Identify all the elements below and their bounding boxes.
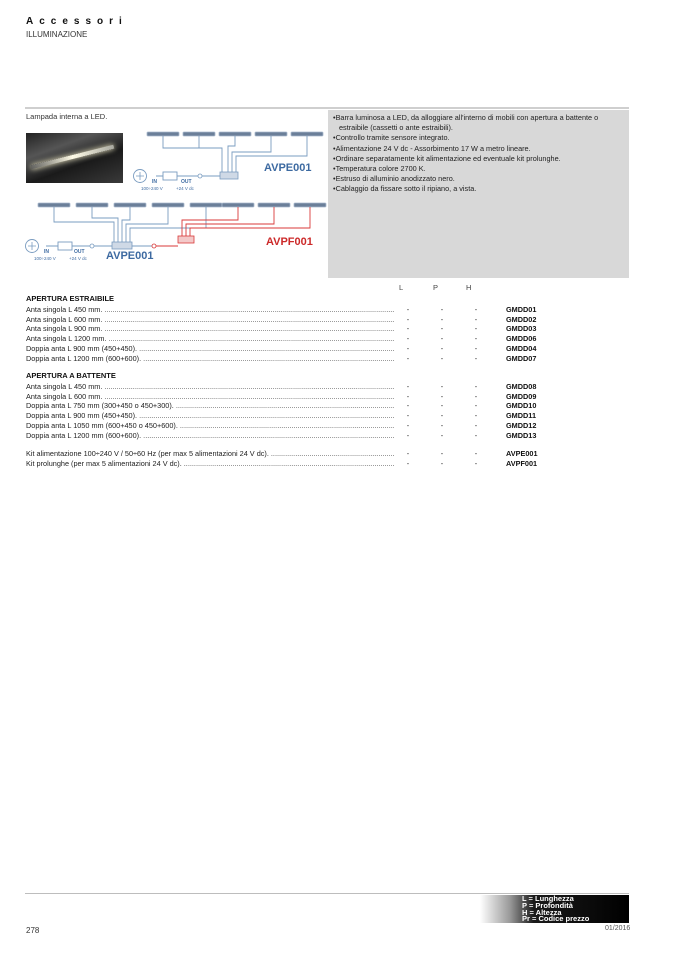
- row-h-value: -: [474, 411, 478, 421]
- splitter-bottom: [112, 242, 132, 249]
- table-row: [26, 305, 546, 315]
- row-code: GMDD03: [506, 324, 537, 334]
- row-h-value: -: [474, 334, 478, 344]
- row-p-value: -: [440, 411, 444, 421]
- table-row: [26, 324, 546, 334]
- spec-list: [328, 110, 629, 195]
- row-h-value: -: [474, 401, 478, 411]
- ext-code-label: AVPF001: [266, 236, 313, 248]
- row-h-value: -: [474, 449, 478, 458]
- row-code: AVPF001: [506, 458, 538, 468]
- section-title: Accessori: [26, 16, 128, 27]
- row-p-value: -: [440, 353, 444, 363]
- spec-item: • Controllo tramite sensore integrato.: [333, 133, 625, 143]
- row-p-value: -: [440, 343, 444, 353]
- spec-item: • Ordinare separatamente kit alimentazione ed eventuale kit prolunghe.: [333, 154, 625, 164]
- table-row: [26, 449, 546, 459]
- led-bars-bottom: [38, 203, 326, 207]
- row-l-value: -: [406, 305, 410, 314]
- row-l-value: -: [406, 314, 410, 324]
- row-p-value: -: [440, 391, 444, 401]
- row-l-value: -: [406, 391, 410, 401]
- row-l-value: -: [406, 430, 410, 440]
- wiring-diagram: [24, 128, 328, 270]
- row-l-value: -: [406, 401, 410, 411]
- row-description: Doppia anta L 900 mm (450+450). .....: [26, 411, 394, 421]
- row-code: AVPE001: [506, 449, 538, 458]
- row-l-value: -: [406, 343, 410, 353]
- row-code: GMDD12: [506, 420, 537, 430]
- kit-code-label-bottom: AVPE001: [106, 250, 154, 262]
- splitter-top: [220, 172, 238, 179]
- row-l-value: -: [406, 411, 410, 421]
- table-row: [26, 354, 546, 364]
- product-description: Lampada interna a LED.: [26, 112, 108, 121]
- table-row: [26, 344, 546, 354]
- row-p-value: -: [440, 305, 444, 314]
- out-voltage-label-bottom: +24 V dc: [69, 256, 87, 261]
- legend-item: L = Lunghezza: [522, 894, 574, 903]
- spec-item: • Barra luminosa a LED, da alloggiare all'interno di mobili con apertura a battente o estraibile (cassetti o ante estraibili).: [333, 113, 625, 133]
- row-h-value: -: [474, 353, 478, 363]
- row-h-value: -: [474, 458, 478, 468]
- row-description: Anta singola L 1200 mm. .....: [26, 334, 394, 344]
- in-voltage-label: 100÷240 V: [141, 186, 163, 191]
- row-description: Doppia anta L 750 mm (300+450 o 450+300). .....: [26, 401, 394, 411]
- row-l-value: -: [406, 334, 410, 344]
- spec-item: • Cablaggio da fissare sotto il ripiano, a vista.: [333, 184, 625, 194]
- kit-code-label-top: AVPE001: [264, 162, 312, 174]
- row-description: Kit alimentazione 100÷240 V / 50÷60 Hz (per max 5 alimentazioni 24 V dc). .....: [26, 449, 394, 459]
- row-code: GMDD13: [506, 430, 537, 440]
- led-bars-top: [147, 132, 323, 136]
- row-code: GMDD10: [506, 401, 537, 411]
- table-row: [26, 382, 546, 392]
- table-row: [26, 334, 546, 344]
- row-description: Anta singola L 600 mm. .....: [26, 315, 394, 325]
- row-description: Anta singola L 450 mm. .....: [26, 305, 394, 315]
- row-l-value: -: [406, 420, 410, 430]
- row-h-value: -: [474, 382, 478, 391]
- row-description: Anta singola L 900 mm. .....: [26, 324, 394, 334]
- row-h-value: -: [474, 430, 478, 440]
- col-header-h: H: [466, 283, 472, 292]
- row-l-value: -: [406, 324, 410, 334]
- row-code: GMDD08: [506, 382, 537, 391]
- row-h-value: -: [474, 343, 478, 353]
- row-description: Anta singola L 600 mm. .....: [26, 392, 394, 402]
- table-row: [26, 401, 546, 411]
- col-header-p: P: [433, 283, 439, 292]
- legend-box: [480, 895, 629, 923]
- row-h-value: -: [474, 391, 478, 401]
- col-header-l: L: [399, 283, 404, 292]
- row-p-value: -: [440, 334, 444, 344]
- row-code: GMDD11: [506, 411, 537, 421]
- row-h-value: -: [474, 314, 478, 324]
- row-code: GMDD04: [506, 343, 537, 353]
- page-number: 278: [26, 926, 40, 935]
- out-voltage-label: +24 V dc: [176, 186, 194, 191]
- row-h-value: -: [474, 324, 478, 334]
- row-code: GMDD07: [506, 353, 537, 363]
- row-description: Kit prolunghe (per max 5 alimentazioni 24 V dc). .....: [26, 459, 394, 469]
- row-description: Doppia anta L 900 mm (450+450). .....: [26, 344, 394, 354]
- row-p-value: -: [440, 382, 444, 391]
- section-title-estraibile: APERTURA ESTRAIBILE: [26, 294, 115, 303]
- row-p-value: -: [440, 401, 444, 411]
- in-label-bottom: IN: [44, 249, 49, 255]
- spec-item: • Temperatura colore 2700 K.: [333, 164, 625, 174]
- legend-item: H = Altezza: [522, 907, 562, 917]
- table-row: [26, 315, 546, 325]
- power-supply-icon-bottom: [58, 242, 72, 250]
- row-p-value: -: [440, 420, 444, 430]
- legend-item: P = Profondità: [522, 900, 573, 910]
- row-p-value: -: [440, 324, 444, 334]
- table-row: [26, 459, 546, 469]
- row-p-value: -: [440, 458, 444, 468]
- row-code: GMDD01: [506, 305, 537, 314]
- row-description: Doppia anta L 1200 mm (600+600). .....: [26, 431, 394, 441]
- row-description: Anta singola L 450 mm. .....: [26, 382, 394, 392]
- legend-text: [522, 896, 589, 923]
- section-subtitle: ILLUMINAZIONE: [26, 30, 88, 39]
- row-description: Doppia anta L 1050 mm (600+450 o 450+600). .....: [26, 421, 394, 431]
- out-label: OUT: [181, 179, 192, 185]
- table-row: [26, 431, 546, 441]
- row-h-value: -: [474, 420, 478, 430]
- row-l-value: -: [406, 449, 410, 458]
- row-l-value: -: [406, 458, 410, 468]
- out-label-bottom: OUT: [74, 249, 85, 255]
- table-row: [26, 411, 546, 421]
- row-h-value: -: [474, 305, 478, 314]
- extension-splitter: [178, 236, 194, 243]
- section-title-battente: APERTURA A BATTENTE: [26, 371, 116, 380]
- power-supply-icon: [163, 172, 177, 180]
- in-label: IN: [152, 179, 157, 185]
- spec-item: • Alimentazione 24 V dc - Assorbimento 17 W a metro lineare.: [333, 144, 625, 154]
- row-p-value: -: [440, 314, 444, 324]
- row-code: GMDD02: [506, 314, 537, 324]
- spec-item: • Estruso di alluminio anodizzato nero.: [333, 174, 625, 184]
- edition-date: 01/2016: [605, 925, 631, 932]
- spec-box: [328, 110, 629, 278]
- row-l-value: -: [406, 353, 410, 363]
- row-description: Doppia anta L 1200 mm (600+600). .....: [26, 354, 394, 364]
- legend-item: Pr = Codice prezzo: [522, 914, 590, 924]
- table-row: [26, 392, 546, 402]
- row-p-value: -: [440, 430, 444, 440]
- table-row: [26, 421, 546, 431]
- row-code: GMDD09: [506, 391, 537, 401]
- in-voltage-label-bottom: 100÷240 V: [34, 256, 56, 261]
- row-code: GMDD06: [506, 334, 537, 344]
- row-p-value: -: [440, 449, 444, 458]
- top-divider: [25, 107, 629, 109]
- row-l-value: -: [406, 382, 410, 391]
